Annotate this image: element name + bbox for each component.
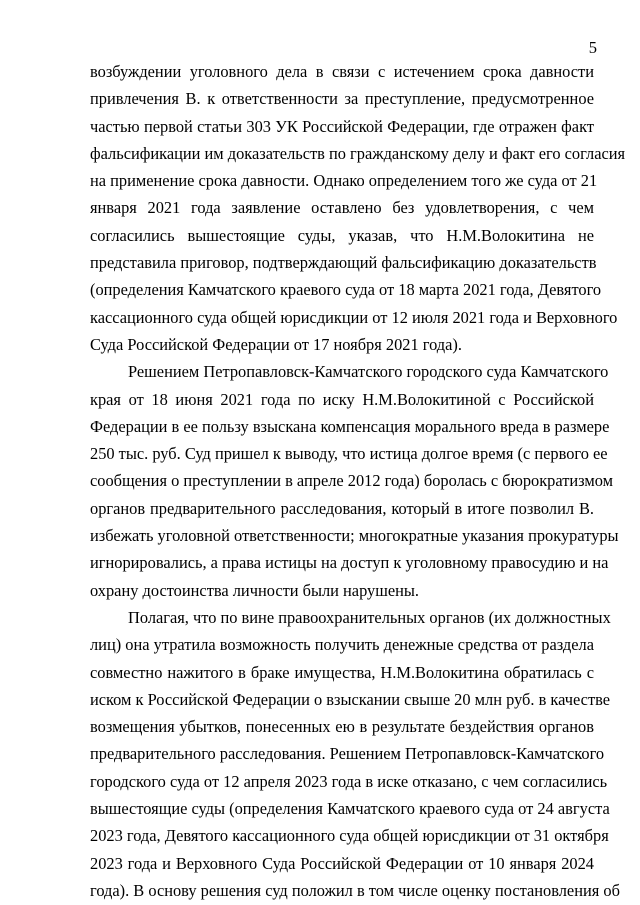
text-line: фальсификации им доказательств по гражданскому делу и факт его согласия: [90, 143, 626, 163]
text-line: иском к Российской Федерации о взыскании свыше 20 млн руб. в качестве: [90, 689, 611, 709]
text-line: года). В основу решения суд положил в том числе оценку постановления об: [90, 880, 620, 900]
text-line: избежать уголовной ответственности; многократные указания прокуратуры: [90, 526, 619, 546]
document-body: [90, 58, 626, 904]
text-line: частью первой статьи 303 УК Российской Федерации, где отражен факт: [90, 116, 594, 136]
text-line: 2023 года и Верховного Суда Российской Федерации от 10 января 2024: [90, 853, 594, 873]
paragraph-damages-claim: [90, 604, 620, 904]
text-line: сообщения о преступлении в апреле 2012 года) боролась с бюрократизмом: [90, 471, 614, 491]
text-line: вышестоящие суды (определения Камчатского краевого суда от 24 августа: [90, 799, 610, 819]
text-line: согласились вышестоящие суды, указав, что Н.М.Волокитина не: [90, 225, 594, 245]
text-line: привлечения В. к ответственности за преступление, предусмотренное: [90, 89, 594, 109]
text-line: возбуждении уголовного дела в связи с истечением срока давности: [90, 62, 594, 81]
text-line: Полагая, что по вине правоохранительных органов (их должностных: [128, 607, 611, 627]
text-line: охрану достоинства личности были нарушены.: [90, 580, 420, 600]
page-number: 5: [588, 38, 597, 57]
text-line: городского суда от 12 апреля 2023 года в иске отказано, с чем согласились: [90, 771, 608, 791]
text-line: органов предварительного расследования, который в итоге позволил В.: [90, 498, 594, 518]
text-line: (определения Камчатского краевого суда от 18 марта 2021 года, Девятого: [90, 280, 602, 300]
text-line: совместно нажитого в браке имущества, Н.М.Волокитина обратилась с: [90, 662, 594, 682]
text-line: на применение срока давности. Однако определением того же суда от 21: [90, 171, 598, 191]
text-line: представила приговор, подтверждающий фальсификацию доказательств: [90, 253, 597, 273]
text-line: 2023 года, Девятого кассационного суда общей юрисдикции от 31 октября: [90, 826, 609, 846]
text-line: Суда Российской Федерации от 17 ноября 2021 года).: [90, 334, 462, 354]
text-line: края от 18 июня 2021 года по иску Н.М.Волокитиной с Российской: [90, 389, 594, 409]
text-line: предварительного расследования. Решением Петропавловск-Камчатского: [90, 744, 605, 764]
text-line: января 2021 года заявление оставлено без удовлетворения, с чем: [90, 198, 594, 218]
text-line: Федерации в ее пользу взыскана компенсация морального вреда в размере: [90, 416, 610, 436]
text-line: возмещения убытков, понесенных ею в результате бездействия органов: [90, 717, 594, 737]
text-line: кассационного суда общей юрисдикции от 12 июля 2021 года и Верховного: [90, 307, 618, 327]
text-line: игнорировались, а права истицы на доступ к уголовному правосудию и на: [90, 553, 609, 573]
paragraph-continued: [90, 58, 626, 358]
paragraph-moral-damages: [90, 358, 619, 604]
text-line: 250 тыс. руб. Суд пришел к выводу, что истица долгое время (с первого ее: [90, 444, 608, 464]
text-line: лиц) она утратила возможность получить денежные средства от раздела: [90, 635, 594, 655]
text-line: Решением Петропавловск-Камчатского городского суда Камчатского: [128, 362, 609, 382]
